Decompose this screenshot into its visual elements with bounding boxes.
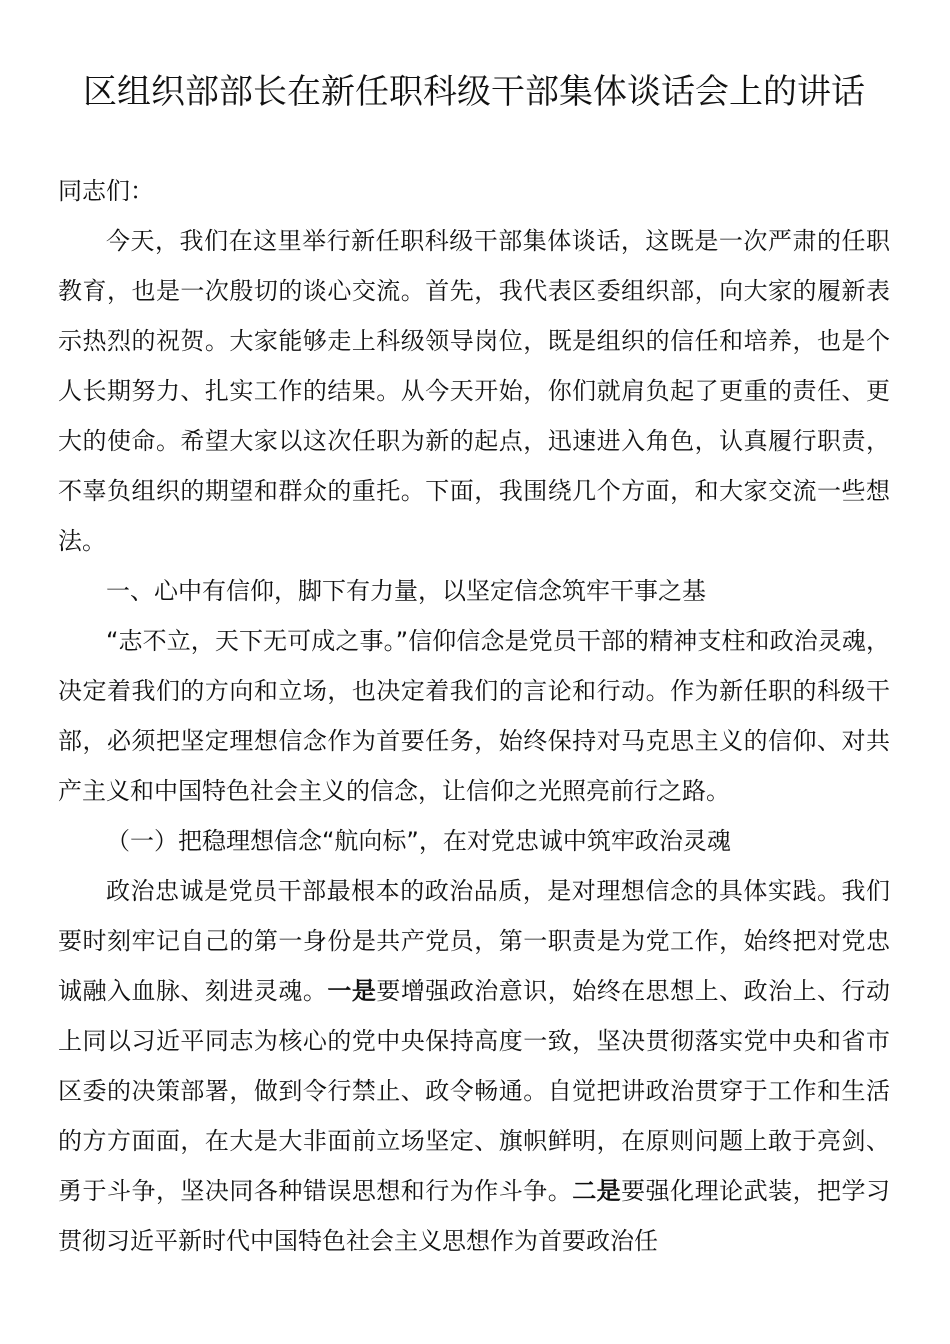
subsection-1-text-c: 要强化理论武装，把学习贯彻习近平新时代中国特色社会主义思想作为首要政治任 xyxy=(58,1177,891,1255)
document-body xyxy=(58,166,890,1266)
intro-paragraph: 今天，我们在这里举行新任职科级干部集体谈话，这既是一次严肃的任职教育，也是一次殷切的谈心交流。首先，我代表区委组织部，向大家的履新表示热烈的祝贺。大家能够走上科级领导岗位，既是组织的信任和培养，也是个人长期努力、扎实工作的结果。从今天开始，你们就肩负起了更重的责任、更大的使命。希望大家以这次任职为新的起点，迅速进入角色，认真履行职责，不辜负组织的期望和群众的重托。下面，我围绕几个方面，和大家交流一些想法。 xyxy=(58,227,890,555)
salutation: 同志们： xyxy=(58,177,154,205)
document-title: 区组织部部长在新任职科级干部集体谈话会上的讲话 xyxy=(83,72,865,112)
subsection-1-text-a: 政治忠诚是党员干部最根本的政治品质，是对理想信念的具体实践。我们要时刻牢记自己的第一身份是共产党员，第一职责是为党工作，始终把对党忠诚融入血脉、刻进灵魂。 xyxy=(58,877,890,1005)
section-1-heading: 一、心中有信仰，脚下有力量，以坚定信念筑牢干事之基 xyxy=(106,577,706,605)
point-two-marker: 二是 xyxy=(572,1177,622,1205)
section-1-paragraph: “志不立，天下无可成之事。”信仰信念是党员干部的精神支柱和政治灵魂，决定着我们的方向和立场，也决定着我们的言论和行动。作为新任职的科级干部，必须把坚定理想信念作为首要任务，始终保持对马克思主义的信仰、对共产主义和中国特色社会主义的信念，让信仰之光照亮前行之路。 xyxy=(58,627,890,805)
document-page xyxy=(58,0,890,1266)
subsection-1-text-b: 要增强政治意识，始终在思想上、政治上、行动上同以习近平同志为核心的党中央保持高度一致，坚决贯彻落实党中央和省市区委的决策部署，做到令行禁止、政令畅通。自觉把讲政治贯穿于工作和生活的方方面面，在大是大非面前立场坚定、旗帜鲜明，在原则问题上敢于亮剑、勇于斗争，坚决同各种错误思想和行为作斗争。 xyxy=(58,977,891,1205)
subsection-1-heading: （一）把稳理想信念“航向标”，在对党忠诚中筑牢政治灵魂 xyxy=(106,827,731,855)
point-one-marker: 一是 xyxy=(327,977,377,1005)
subsection-1-paragraph xyxy=(58,866,890,1266)
